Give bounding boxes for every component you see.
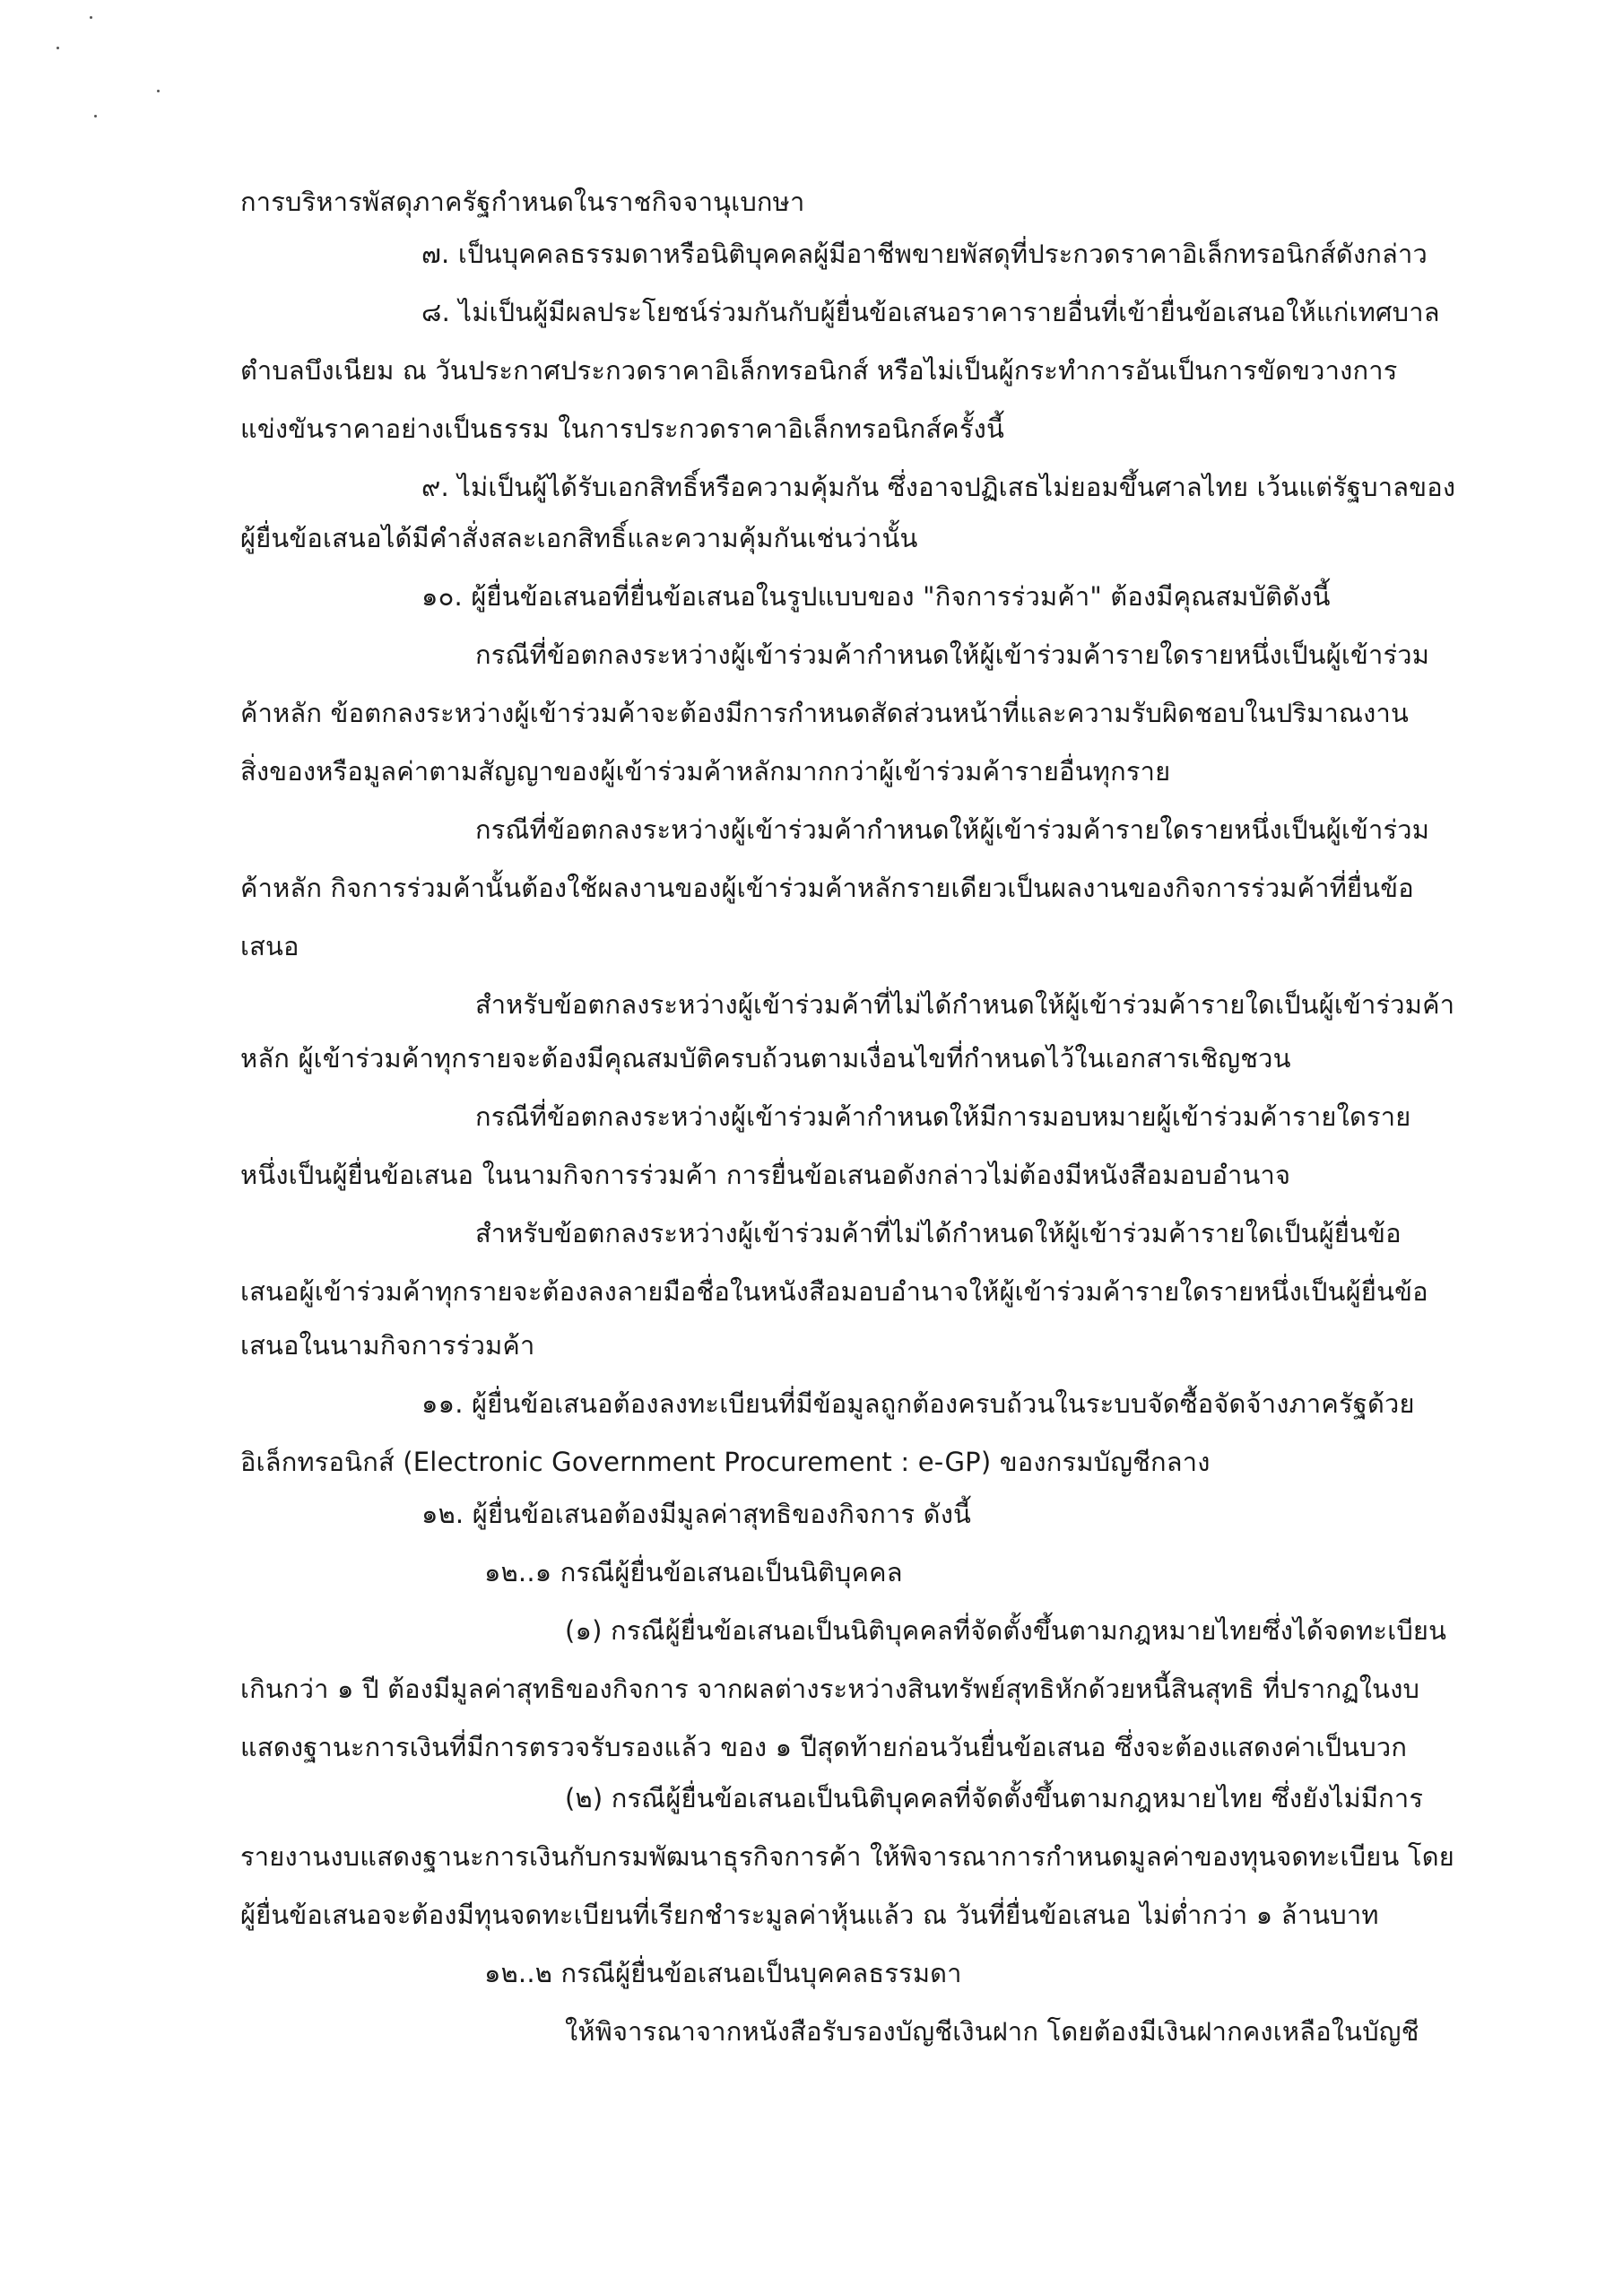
text-line: แข่งขันราคาอย่างเป็นธรรม ในการประกวดราคาอิเล็กทรอนิกส์ครั้งนี้: [240, 413, 1005, 444]
text-line: เกินกว่า ๑ ปี ต้องมีมูลค่าสุทธิของกิจการ จากผลต่างระหว่างสินทรัพย์สุทธิหักด้วยหนี้สินสุทธิ ที่ปรากฏในงบ: [240, 1674, 1420, 1704]
text-line: ๑๐. ผู้ยื่นข้อเสนอที่ยื่นข้อเสนอในรูปแบบของ "กิจการร่วมค้า" ต้องมีคุณสมบัติดังนี้: [421, 581, 1331, 612]
text-line: สำหรับข้อตกลงระหว่างผู้เข้าร่วมค้าที่ไม่ได้กำหนดให้ผู้เข้าร่วมค้ารายใดเป็นผู้เข้าร่วมค้า: [475, 989, 1455, 1020]
text-line: หลัก ผู้เข้าร่วมค้าทุกรายจะต้องมีคุณสมบัติครบถ้วนตามเงื่อนไขที่กำหนดไว้ในเอกสารเชิญชวน: [240, 1043, 1291, 1074]
scan-speck: [157, 90, 160, 92]
scan-speck: [90, 16, 92, 19]
text-line: รายงานงบแสดงฐานะการเงินกับกรมพัฒนาธุรกิจการค้า ให้พิจารณาการกำหนดมูลค่าของทุนจดทะเบียน โดย: [240, 1841, 1454, 1872]
text-line: เสนอผู้เข้าร่วมค้าทุกรายจะต้องลงลายมือชื่อในหนังสือมอบอำนาจให้ผู้เข้าร่วมค้ารายใดรายหนึ่งเป็นผู้ยื่นข้อ: [240, 1276, 1428, 1307]
text-line: กรณีที่ข้อตกลงระหว่างผู้เข้าร่วมค้ากำหนดให้มีการมอบหมายผู้เข้าร่วมค้ารายใดราย: [475, 1101, 1411, 1132]
text-line: ๑๑. ผู้ยื่นข้อเสนอต้องลงทะเบียนที่มีข้อมูลถูกต้องครบถ้วนในระบบจัดซื้อจัดจ้างภาครัฐด้วย: [421, 1388, 1415, 1419]
scan-speck: [56, 47, 59, 49]
text-line: การบริหารพัสดุภาครัฐกำหนดในราชกิจจานุเบกษา: [240, 187, 805, 217]
text-line: (๒) กรณีผู้ยื่นข้อเสนอเป็นนิติบุคคลที่จัดตั้งขึ้นตามกฎหมายไทย ซึ่งยังไม่มีการ: [565, 1783, 1424, 1813]
text-line: สิ่งของหรือมูลค่าตามสัญญาของผู้เข้าร่วมค้าหลักมากกว่าผู้เข้าร่วมค้ารายอื่นทุกราย: [240, 756, 1171, 787]
scan-speck: [94, 115, 97, 117]
text-line: ๘. ไม่เป็นผู้มีผลประโยชน์ร่วมกันกับผู้ยื่นข้อเสนอราคารายอื่นที่เข้ายื่นข้อเสนอให้แก่เทศบาล: [421, 297, 1440, 327]
text-line: ๑๒..๒ กรณีผู้ยื่นข้อเสนอเป็นบุคคลธรรมดา: [484, 1958, 962, 1988]
text-line: กรณีที่ข้อตกลงระหว่างผู้เข้าร่วมค้ากำหนดให้ผู้เข้าร่วมค้ารายใดรายหนึ่งเป็นผู้เข้าร่วม: [475, 639, 1430, 670]
text-line: ๑๒. ผู้ยื่นข้อเสนอต้องมีมูลค่าสุทธิของกิจการ ดังนี้: [421, 1499, 972, 1529]
text-line: (๑) กรณีผู้ยื่นข้อเสนอเป็นนิติบุคคลที่จัดตั้งขึ้นตามกฎหมายไทยซึ่งได้จดทะเบียน: [565, 1615, 1447, 1646]
text-line: กรณีที่ข้อตกลงระหว่างผู้เข้าร่วมค้ากำหนดให้ผู้เข้าร่วมค้ารายใดรายหนึ่งเป็นผู้เข้าร่วม: [475, 814, 1430, 845]
text-line: สำหรับข้อตกลงระหว่างผู้เข้าร่วมค้าที่ไม่ได้กำหนดให้ผู้เข้าร่วมค้ารายใดเป็นผู้ยื่นข้อ: [475, 1218, 1402, 1248]
text-line: ค้าหลัก กิจการร่วมค้านั้นต้องใช้ผลงานของผู้เข้าร่วมค้าหลักรายเดียวเป็นผลงานของกิจการร่วมค้าที่ยื่นข้อ: [240, 873, 1414, 903]
text-line: ๑๒..๑ กรณีผู้ยื่นข้อเสนอเป็นนิติบุคคล: [484, 1557, 903, 1587]
text-line: ให้พิจารณาจากหนังสือรับรองบัญชีเงินฝาก โดยต้องมีเงินฝากคงเหลือในบัญชี: [565, 2016, 1419, 2047]
text-line: เสนอในนามกิจการร่วมค้า: [240, 1330, 535, 1361]
text-line: ๙. ไม่เป็นผู้ได้รับเอกสิทธิ์หรือความคุ้มกัน ซึ่งอาจปฏิเสธไม่ยอมขึ้นศาลไทย เว้นแต่รัฐบาลของ: [421, 472, 1456, 502]
text-line: แสดงฐานะการเงินที่มีการตรวจรับรองแล้ว ของ ๑ ปีสุดท้ายก่อนวันยื่นข้อเสนอ ซึ่งจะต้องแสดงค่าเป็นบวก: [240, 1732, 1408, 1762]
text-line: หนึ่งเป็นผู้ยื่นข้อเสนอ ในนามกิจการร่วมค้า การยื่นข้อเสนอดังกล่าวไม่ต้องมีหนังสือมอบอำนาจ: [240, 1160, 1291, 1190]
text-line: อิเล็กทรอนิกส์ (Electronic Government Procurement : e-GP) ของกรมบัญชีกลาง: [240, 1447, 1211, 1477]
text-line: ๗. เป็นบุคคลธรรมดาหรือนิติบุคคลผู้มีอาชีพขายพัสดุที่ประกวดราคาอิเล็กทรอนิกส์ดังกล่าว: [421, 239, 1428, 269]
text-line: ตำบลบึงเนียม ณ วันประกาศประกวดราคาอิเล็กทรอนิกส์ หรือไม่เป็นผู้กระทำการอันเป็นการขัดขวางการ: [240, 355, 1398, 386]
text-line: ผู้ยื่นข้อเสนอจะต้องมีทุนจดทะเบียนที่เรียกชำระมูลค่าหุ้นแล้ว ณ วันที่ยื่นข้อเสนอ ไม่ต่ำกว่า ๑ ล้านบาท: [240, 1900, 1379, 1930]
text-line: ผู้ยื่นข้อเสนอได้มีคำสั่งสละเอกสิทธิ์และความคุ้มกันเช่นว่านั้น: [240, 523, 918, 553]
text-line: เสนอ: [240, 931, 299, 961]
text-line: ค้าหลัก ข้อตกลงระหว่างผู้เข้าร่วมค้าจะต้องมีการกำหนดสัดส่วนหน้าที่และความรับผิดชอบในปริมาณงาน: [240, 698, 1409, 728]
